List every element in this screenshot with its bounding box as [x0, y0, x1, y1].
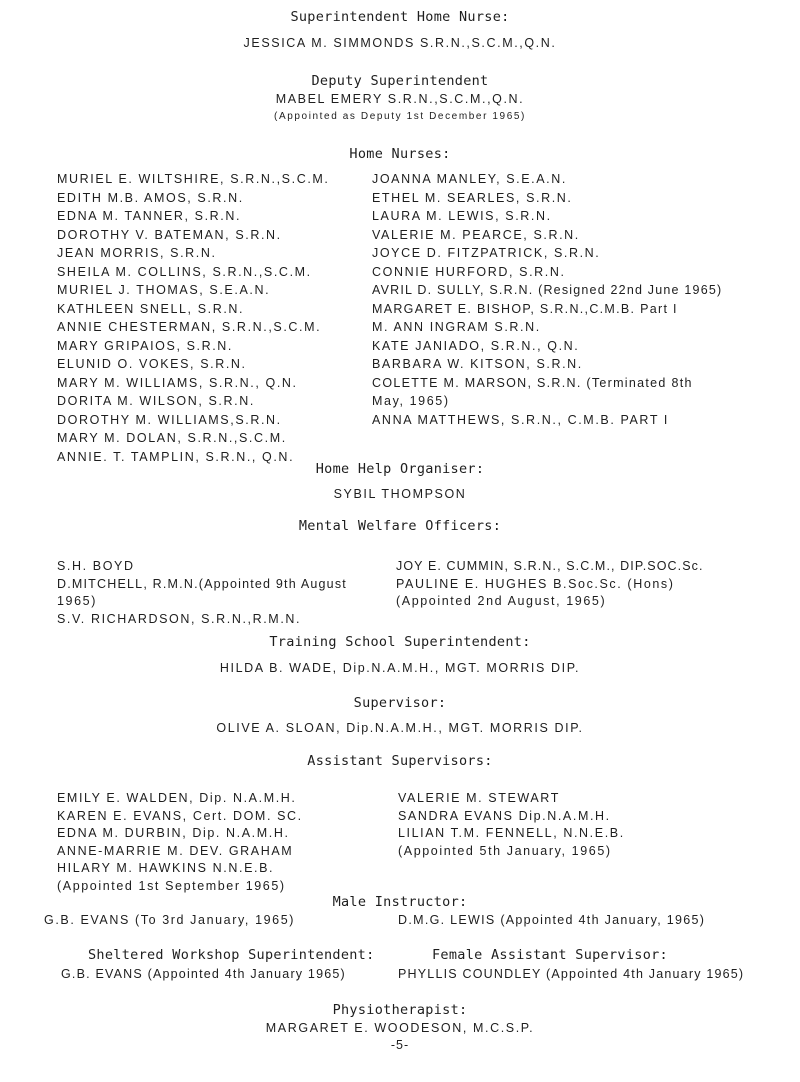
- assistant-entry: EMILY E. WALDEN, Dip. N.A.M.H.: [57, 791, 297, 805]
- physiotherapist-heading: Physiotherapist:: [332, 1002, 468, 1018]
- female-assistant-name: PHYLLIS COUNDLEY (Appointed 4th January 1965): [398, 967, 745, 981]
- nurse-entry: MURIEL J. THOMAS, S.E.A.N.: [57, 283, 271, 297]
- mental-welfare-right-column: [396, 558, 704, 611]
- nurse-entry: DORITA M. WILSON, S.R.N.: [57, 394, 255, 408]
- assistant-entry: ANNE-MARRIE M. DEV. GRAHAM: [57, 843, 294, 858]
- training-school-heading: Training School Superintendent:: [269, 634, 531, 650]
- nurse-entry: JOANNA MANLEY, S.E.A.N.: [372, 172, 567, 186]
- officer-entry: S.V. RICHARDSON, S.R.N.,R.M.N.: [57, 611, 302, 626]
- nurse-entry: ELUNID O. VOKES, S.R.N.: [57, 357, 247, 371]
- officer-entry: 1965): [57, 594, 97, 608]
- assistant-entry: SANDRA EVANS Dip.N.A.M.H.: [398, 808, 611, 823]
- nurse-entry: ETHEL M. SEARLES, S.R.N.: [372, 190, 573, 205]
- home-help-heading: Home Help Organiser:: [315, 461, 485, 477]
- assistant-entry: EDNA M. DURBIN, Dip. N.A.M.H.: [57, 826, 290, 840]
- deputy-heading: Deputy Superintendent: [311, 73, 489, 89]
- assistant-entry: (Appointed 1st September 1965): [57, 878, 286, 893]
- nurse-entry: EDITH M.B. AMOS, S.R.N.: [57, 190, 244, 205]
- nurse-entry: ANNIE CHESTERMAN, S.R.N.,S.C.M.: [57, 320, 322, 334]
- assistant-entry: LILIAN T.M. FENNELL, N.N.E.B.: [398, 826, 625, 840]
- assistant-entry: HILARY M. HAWKINS N.N.E.B.: [57, 861, 275, 875]
- officer-entry: D.MITCHELL, R.M.N.(Appointed 9th August: [57, 576, 347, 591]
- nurse-entry: MARY M. DOLAN, S.R.N.,S.C.M.: [57, 431, 287, 445]
- nurse-entry: BARBARA W. KITSON, S.R.N.: [372, 357, 583, 371]
- nurse-entry: MARGARET E. BISHOP, S.R.N.,C.M.B. Part I: [372, 301, 678, 316]
- nurse-entry: COLETTE M. MARSON, S.R.N. (Terminated 8th: [372, 375, 693, 390]
- physiotherapist-name: MARGARET E. WOODESON, M.C.S.P.: [265, 1021, 535, 1035]
- supervisor-heading: Supervisor:: [353, 695, 447, 711]
- sheltered-workshop-heading: Sheltered Workshop Superintendent:: [88, 947, 375, 963]
- home-nurses-heading: Home Nurses:: [349, 146, 451, 162]
- sheltered-workshop-name: G.B. EVANS (Appointed 4th January 1965): [61, 967, 346, 981]
- page-number: -5-: [390, 1038, 410, 1052]
- assistant-entry: VALERIE M. STEWART: [398, 791, 560, 805]
- assistant-entry: (Appointed 5th January, 1965): [398, 843, 612, 858]
- officer-entry: PAULINE E. HUGHES B.Soc.Sc. (Hons): [396, 576, 675, 591]
- officer-entry: JOY E. CUMMIN, S.R.N., S.C.M., DIP.SOC.Sc.: [396, 559, 704, 573]
- officer-entry: (Appointed 2nd August, 1965): [396, 594, 607, 608]
- superintendent-name: JESSICA M. SIMMONDS S.R.N.,S.C.M.,Q.N.: [243, 36, 557, 50]
- nurse-entry: MURIEL E. WILTSHIRE, S.R.N.,S.C.M.: [57, 172, 330, 186]
- mental-welfare-left-column: [57, 558, 347, 628]
- training-school-name: HILDA B. WADE, Dip.N.A.M.H., MGT. MORRIS DIP.: [219, 661, 581, 675]
- nurse-entry: ANNA MATTHEWS, S.R.N., C.M.B. PART I: [372, 412, 669, 427]
- home-nurses-left-column: [57, 170, 329, 466]
- nurse-entry: JOYCE D. FITZPATRICK, S.R.N.: [372, 246, 601, 260]
- nurse-entry: MARY GRIPAIOS, S.R.N.: [57, 338, 233, 353]
- nurse-entry: SHEILA M. COLLINS, S.R.N.,S.C.M.: [57, 264, 312, 279]
- supervisor-name: OLIVE A. SLOAN, Dip.N.A.M.H., MGT. MORRIS DIP.: [216, 721, 584, 735]
- officer-entry: S.H. BOYD: [57, 559, 135, 573]
- deputy-name: MABEL EMERY S.R.N.,S.C.M.,Q.N.: [275, 92, 525, 106]
- assistant-supervisors-left-column: [57, 790, 303, 895]
- home-nurses-right-column: [372, 170, 722, 429]
- home-help-name: SYBIL THOMPSON: [333, 487, 467, 501]
- nurse-entry: LAURA M. LEWIS, S.R.N.: [372, 209, 552, 223]
- superintendent-heading: Superintendent Home Nurse:: [290, 9, 510, 25]
- nurse-entry: AVRIL D. SULLY, S.R.N. (Resigned 22nd June 1965): [372, 283, 723, 297]
- nurse-entry: M. ANN INGRAM S.R.N.: [372, 320, 541, 334]
- deputy-note: (Appointed as Deputy 1st December 1965): [274, 111, 526, 122]
- nurse-entry: KATHLEEN SNELL, S.R.N.: [57, 301, 245, 316]
- nurse-entry: DOROTHY V. BATEMAN, S.R.N.: [57, 227, 282, 242]
- nurse-entry: JEAN MORRIS, S.R.N.: [57, 246, 217, 260]
- mental-welfare-heading: Mental Welfare Officers:: [298, 518, 502, 534]
- assistant-supervisors-heading: Assistant Supervisors:: [307, 753, 493, 769]
- nurse-entry: DOROTHY M. WILLIAMS,S.R.N.: [57, 412, 282, 427]
- nurse-entry: VALERIE M. PEARCE, S.R.N.: [372, 227, 580, 242]
- nurse-entry: KATE JANIADO, S.R.N., Q.N.: [372, 338, 580, 353]
- female-assistant-heading: Female Assistant Supervisor:: [432, 947, 668, 963]
- nurse-entry: EDNA M. TANNER, S.R.N.: [57, 209, 242, 223]
- male-instructor-heading: Male Instructor:: [332, 894, 468, 910]
- male-instructor-right: D.M.G. LEWIS (Appointed 4th January, 1965): [398, 913, 706, 927]
- assistant-supervisors-right-column: [398, 790, 625, 860]
- nurse-entry: May, 1965): [372, 394, 450, 408]
- nurse-entry: CONNIE HURFORD, S.R.N.: [372, 264, 566, 279]
- nurse-entry: ANNIE. T. TAMPLIN, S.R.N., Q.N.: [57, 449, 295, 464]
- nurse-entry: MARY M. WILLIAMS, S.R.N., Q.N.: [57, 375, 298, 390]
- assistant-entry: KAREN E. EVANS, Cert. DOM. SC.: [57, 808, 303, 823]
- male-instructor-left: G.B. EVANS (To 3rd January, 1965): [44, 913, 296, 927]
